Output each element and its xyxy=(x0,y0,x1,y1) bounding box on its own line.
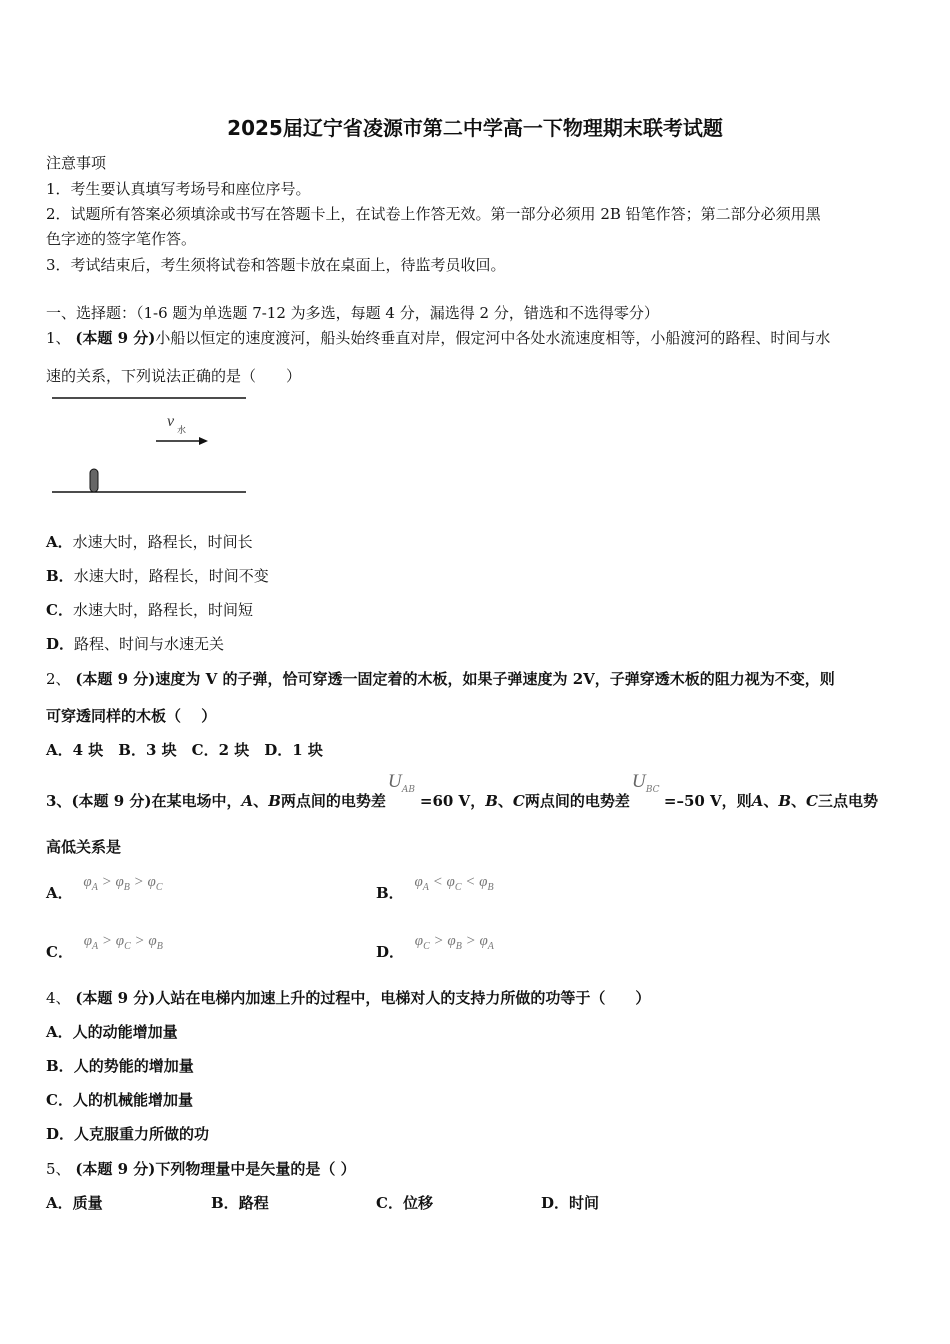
subscript: B xyxy=(487,882,494,893)
phi-symbol: φ xyxy=(446,874,455,890)
notice-item-2-cont: 色字迹的签字笔作答。 xyxy=(46,230,197,248)
value-1: =60 V， xyxy=(419,792,486,810)
question-4-line-1 xyxy=(46,987,650,1008)
question-score: (本题 9 分) xyxy=(75,670,156,688)
q4-option-c[interactable] xyxy=(46,1089,193,1110)
subscript: C xyxy=(155,882,163,893)
point-b: B xyxy=(268,792,281,810)
river-diagram xyxy=(48,390,248,496)
q3-option-a[interactable] xyxy=(46,870,163,902)
operator: < xyxy=(432,874,443,890)
operator: > xyxy=(134,933,145,949)
question-score: (本题 9 分) xyxy=(71,792,152,810)
question-1-line-1 xyxy=(46,327,830,348)
point-c: C xyxy=(806,792,818,810)
symbol-u: U xyxy=(387,771,402,792)
phi-symbol: φ xyxy=(148,933,157,949)
operator: > xyxy=(433,933,444,949)
phi-symbol: φ xyxy=(147,874,156,890)
subscript: C xyxy=(423,941,430,952)
q1-option-d[interactable] xyxy=(46,633,224,654)
option-letter: C． xyxy=(46,1091,73,1109)
q4-option-a[interactable] xyxy=(46,1021,178,1042)
option-letter: C． xyxy=(46,601,73,619)
option-letter: A． xyxy=(46,533,73,551)
question-1-line-2: 速的关系，下列说法正确的是（ ） xyxy=(46,367,302,385)
velocity-subscript: 水 xyxy=(177,426,187,436)
notice-item-3: 3．考试结束后，考生须将试卷和答题卡放在桌面上，待监考员收回。 xyxy=(46,256,506,274)
option-text: 水速大时，路程长，时间短 xyxy=(72,601,253,619)
question-text: 两点间的电势差 xyxy=(524,792,630,810)
question-prefix: 2、 xyxy=(46,670,71,688)
option-text: 质量 xyxy=(72,1194,103,1212)
option-text: 路程、时间与水速无关 xyxy=(74,635,225,653)
option-text: 路程 xyxy=(238,1194,269,1212)
phi-symbol: φ xyxy=(414,874,423,890)
point-b: B xyxy=(485,792,498,810)
option-text: 水速大时，路程长，时间长 xyxy=(72,533,253,551)
q5-option-c[interactable] xyxy=(376,1192,433,1213)
point-a: A xyxy=(751,792,764,810)
question-prefix: 3、 xyxy=(46,792,72,810)
notice-heading: 注意事项 xyxy=(46,154,107,172)
phi-symbol: φ xyxy=(83,874,92,890)
subscript: C xyxy=(124,941,131,952)
question-score: (本题 9 分) xyxy=(75,1160,156,1178)
question-text: 人站在电梯内加速上升的过程中，电梯对人的支持力所做的功等于（ ） xyxy=(155,989,651,1007)
option-letter: D． xyxy=(46,1125,75,1143)
option-letter: A． xyxy=(46,884,73,902)
question-text: 小船以恒定的速度渡河，船头始终垂直对岸，假定河中各处水流速度相等，小船渡河的路程、时间与水 xyxy=(155,329,831,347)
potential-formula xyxy=(414,874,494,893)
page-title: 2025届辽宁省凌源市第二中学高一下物理期末联考试题 xyxy=(227,116,723,140)
phi-symbol: φ xyxy=(115,933,125,949)
point-a: A xyxy=(241,792,254,810)
formula-u-ab xyxy=(386,771,420,806)
question-text: 三点电势 xyxy=(818,792,879,810)
q3-option-c[interactable] xyxy=(46,929,163,961)
q5-option-b[interactable] xyxy=(211,1192,269,1213)
subscript: C xyxy=(454,882,462,893)
option-letter: D． xyxy=(376,943,405,961)
point-c: C xyxy=(512,792,525,810)
option-letter: B． xyxy=(46,1057,74,1075)
question-text: 在某电场中， xyxy=(151,792,242,810)
subscript: A xyxy=(422,882,429,893)
q1-option-a[interactable] xyxy=(46,531,253,552)
option-text: 人的势能的增加量 xyxy=(73,1057,194,1075)
option-letter: C． xyxy=(376,1194,403,1212)
subscript: B xyxy=(156,941,163,952)
q3-option-b[interactable] xyxy=(376,870,494,902)
value-2: =–50 V，则 xyxy=(663,792,752,810)
potential-formula xyxy=(83,933,163,952)
option-letter: A． xyxy=(46,1194,73,1212)
question-text: 下列物理量中是矢量的是（ ） xyxy=(155,1160,356,1178)
subscript: A xyxy=(92,941,99,952)
notice-item-2: 2．试题所有答案必须填涂或书写在答题卡上，在试卷上作答无效。第一部分必须用 2B 铅笔作答；第二部分必须用黑 xyxy=(46,205,821,223)
question-3-line-2: 高低关系是 xyxy=(46,838,122,856)
q3-option-d[interactable] xyxy=(376,929,494,961)
option-letter: C． xyxy=(46,943,73,961)
subscript-bc: BC xyxy=(645,785,660,795)
subscript: A xyxy=(487,941,494,952)
subscript-ab: AB xyxy=(401,785,416,795)
subscript: B xyxy=(123,882,130,893)
option-text: 时间 xyxy=(569,1194,600,1212)
option-text: 人克服重力所做的功 xyxy=(74,1125,210,1143)
question-prefix: 4、 xyxy=(46,989,71,1007)
arrow-head-icon xyxy=(199,437,208,445)
phi-symbol: φ xyxy=(479,933,488,949)
subscript: B xyxy=(455,941,462,952)
option-letter: A． xyxy=(46,1023,73,1041)
question-score: (本题 9 分) xyxy=(75,329,156,347)
separator: 、 xyxy=(253,792,269,810)
q1-option-c[interactable] xyxy=(46,599,253,620)
question-score: (本题 9 分) xyxy=(75,989,156,1007)
option-letter: B． xyxy=(211,1194,239,1212)
section-heading: 一、选择题：（1-6 题为单选题 7-12 为多选，每题 4 分，漏选得 2 分，错选和不选得零分） xyxy=(46,304,659,322)
q1-option-b[interactable] xyxy=(46,565,269,586)
option-letter: D． xyxy=(46,635,75,653)
separator: 、 xyxy=(763,792,779,810)
question-text: 两点间的电势差 xyxy=(280,792,386,810)
option-text: 位移 xyxy=(402,1194,433,1212)
operator: > xyxy=(133,874,144,890)
boat-icon xyxy=(90,469,98,492)
option-text: 水速大时，路程长，时间不变 xyxy=(73,567,269,585)
operator: < xyxy=(465,874,476,890)
option-text: 人的机械能增加量 xyxy=(72,1091,193,1109)
phi-symbol: φ xyxy=(414,933,424,949)
operator: > xyxy=(465,933,476,949)
q4-option-b[interactable] xyxy=(46,1055,194,1076)
q4-option-d[interactable] xyxy=(46,1123,209,1144)
separator: 、 xyxy=(791,792,807,810)
question-prefix: 1、 xyxy=(46,329,71,347)
velocity-label: v xyxy=(167,413,175,430)
question-2-line-1 xyxy=(46,668,835,689)
option-letter: D． xyxy=(541,1194,570,1212)
q5-option-d[interactable] xyxy=(541,1192,599,1213)
phi-symbol: φ xyxy=(447,933,456,949)
phi-symbol: φ xyxy=(115,874,124,890)
formula-u-bc xyxy=(630,771,664,806)
question-2-line-2: 可穿透同样的木板（ ） xyxy=(46,707,217,725)
point-b: B xyxy=(778,792,792,810)
question-text: 速度为 V 的子弹，恰可穿透一固定着的木板，如果子弹速度为 2V，子弹穿透木板的阻力视为不变，则 xyxy=(155,670,835,688)
option-text: 人的动能增加量 xyxy=(72,1023,178,1041)
subscript: A xyxy=(91,882,98,893)
separator: 、 xyxy=(497,792,513,810)
q2-options[interactable]: A．4 块 B．3 块 C．2 块 D．1 块 xyxy=(46,741,323,759)
phi-symbol: φ xyxy=(479,874,488,890)
q5-option-a[interactable] xyxy=(46,1192,103,1213)
question-3-line-1 xyxy=(46,771,879,811)
symbol-u: U xyxy=(631,771,646,792)
potential-formula xyxy=(414,933,494,952)
operator: > xyxy=(101,874,112,890)
question-prefix: 5、 xyxy=(46,1160,71,1178)
operator: > xyxy=(101,933,113,949)
phi-symbol: φ xyxy=(83,933,93,949)
potential-formula xyxy=(83,874,163,893)
question-5-line-1 xyxy=(46,1158,356,1179)
notice-item-1: 1．考生要认真填写考场号和座位序号。 xyxy=(46,180,311,198)
option-letter: B． xyxy=(46,567,74,585)
option-letter: B． xyxy=(376,884,404,902)
